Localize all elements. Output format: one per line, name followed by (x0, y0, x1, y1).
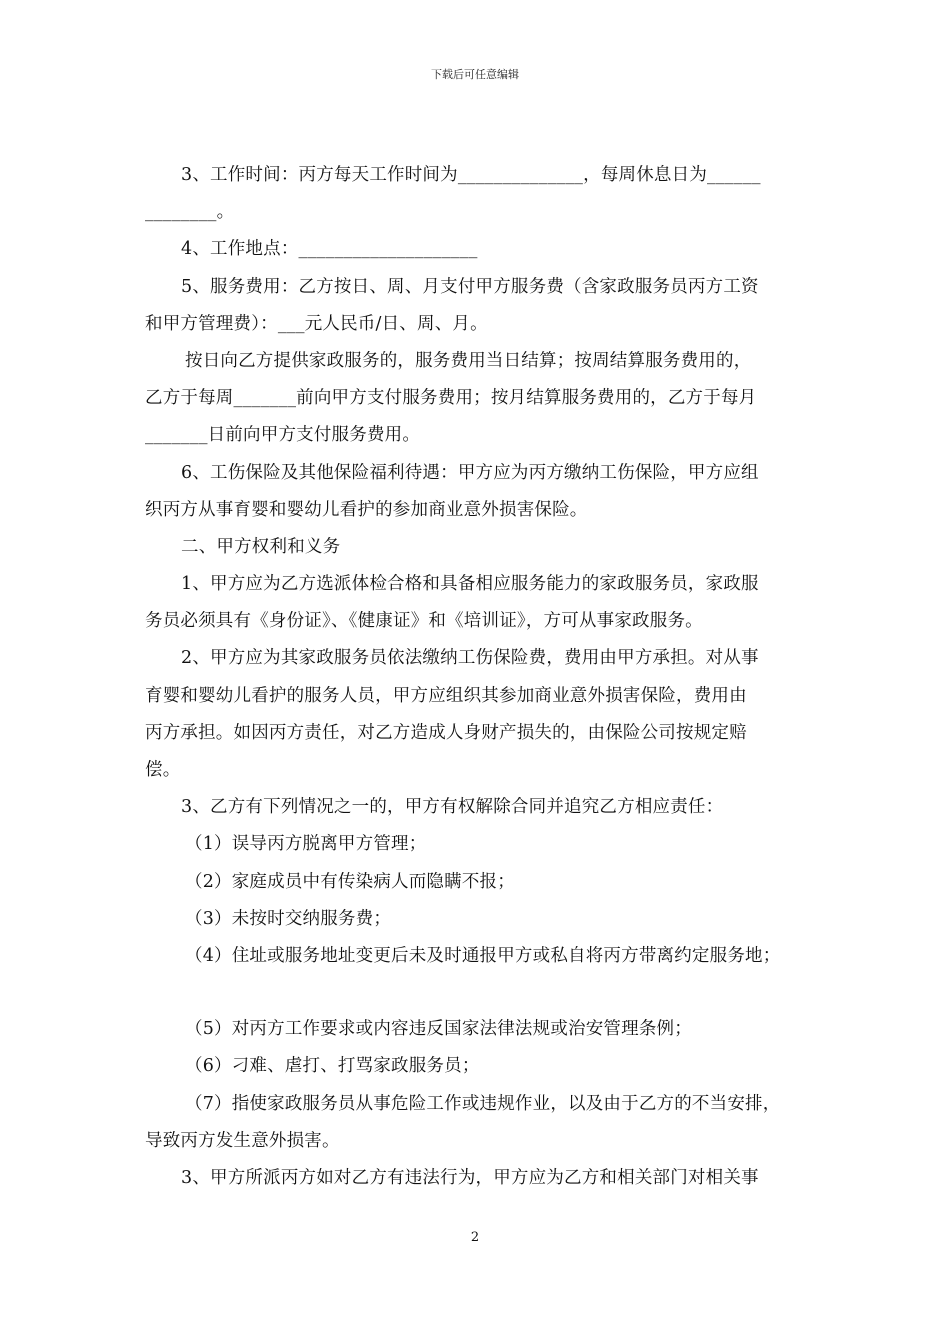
list-item: （7）指使家政服务员从事危险工作或违规作业，以及由于乙方的不当安排， (185, 1093, 781, 1114)
paragraph-line: 乙方于每周_______前向甲方支付服务费用；按月结算服务费用的，乙方于每月 (145, 388, 757, 409)
paragraph-line: 3、甲方所派丙方如对乙方有违法行为，甲方应为乙方和相关部门对相关事 (181, 1167, 759, 1188)
paragraph-line: ________。 (145, 202, 235, 223)
list-item: （5）对丙方工作要求或内容违反国家法律法规或治安管理条例； (185, 1019, 692, 1040)
page-header: 下载后可任意编辑 (431, 68, 519, 81)
paragraph-line: 按日向乙方提供家政服务的，服务费用当日结算；按周结算服务费用的， (185, 350, 752, 371)
paragraph-line: 3、乙方有下列情况之一的，甲方有权解除合同并追究乙方相应责任： (181, 797, 724, 818)
paragraph-line: 务员必须具有《身份证》、《健康证》和《培训证》，方可从事家政服务。 (145, 611, 703, 632)
list-item: （3）未按时交纳服务费； (185, 908, 392, 929)
list-item: （4）住址或服务地址变更后未及时通报甲方或私自将丙方带离约定服务地； (185, 945, 781, 966)
paragraph-line: 2、甲方应为其家政服务员依法缴纳工伤保险费，费用由甲方承担。对从事 (181, 648, 759, 669)
paragraph-line: 3、工作时间：丙方每天工作时间为______________，每周休息日为______ (181, 165, 761, 185)
paragraph-line: _______日前向甲方支付服务费用。 (145, 425, 421, 446)
paragraph-line: 5、服务费用：乙方按日、周、月支付甲方服务费（含家政服务员丙方工资 (181, 276, 759, 297)
document-body (145, 160, 807, 1200)
paragraph-line: 偿。 (145, 760, 181, 780)
section-heading: 二、甲方权利和义务 (181, 536, 341, 557)
list-item: （6）刁难、虐打、打骂家政服务员； (185, 1056, 480, 1077)
page-number: 2 (470, 1230, 480, 1245)
paragraph-line: 和甲方管理费）：___元人民币/日、周、月。 (145, 313, 488, 334)
paragraph-line: 6、工伤保险及其他保险福利待遇：甲方应为丙方缴纳工伤保险，甲方应组 (181, 462, 759, 483)
paragraph-line: 育婴和婴幼儿看护的服务人员，甲方应组织其参加商业意外损害保险，费用由 (145, 685, 747, 706)
paragraph-line: 4、工作地点：____________________ (181, 239, 478, 260)
paragraph-line: 丙方承担。如因丙方责任，对乙方造成人身财产损失的，由保险公司按规定赔 (145, 722, 747, 743)
paragraph-line: 1、甲方应为乙方选派体检合格和具备相应服务能力的家政服务员，家政服 (181, 574, 759, 595)
list-item: （2）家庭成员中有传染病人而隐瞒不报； (185, 871, 515, 892)
paragraph-line: 导致丙方发生意外损害。 (145, 1130, 340, 1151)
list-item: （1）误导丙方脱离甲方管理； (185, 834, 427, 855)
paragraph-line: 织丙方从事育婴和婴幼儿看护的参加商业意外损害保险。 (145, 499, 588, 520)
blank-gap (145, 978, 807, 1014)
